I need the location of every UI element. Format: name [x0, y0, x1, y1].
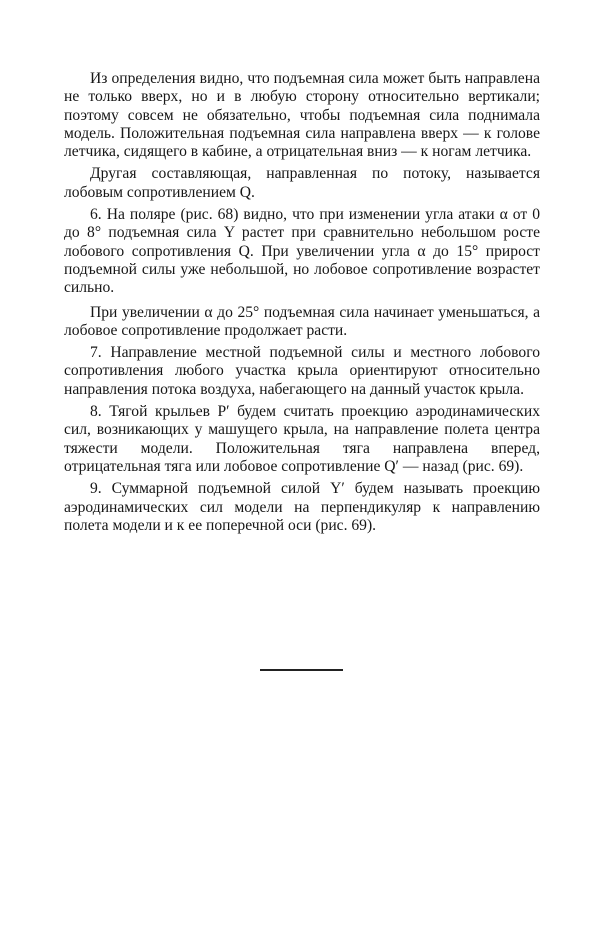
paragraph-item-9: 9. Суммарной подъемной силой Y′ будем называть проекцию аэродинамических сил модели на перпендикуляр к направлению полета модели и к ее поперечной оси (рис. 69). — [64, 480, 540, 534]
paragraph-item-8: 8. Тягой крыльев P′ будем считать проекцию аэродинамических сил, возникающих у машущего крыла, на направление полета центра тяжести модели. Положительная тяга направлена вперед, отрицательная тяга или лобовое сопротивление Q′ — назад (рис. 69). — [64, 403, 540, 475]
page-body — [64, 70, 540, 535]
paragraph-angle-25: При увеличении α до 25° подъемная сила начинает уменьшаться, а лобовое сопротивление продолжает расти. — [64, 303, 540, 339]
paragraph-drag-definition: Другая составляющая, направленная по потоку, называется лобовым сопротивлением Q. — [64, 165, 540, 201]
section-end-rule — [260, 669, 343, 671]
paragraph-item-6: 6. На поляре (рис. 68) видно, что при изменении угла атаки α от 0 до 8° подъемная сила Y растет при сравнительно небольшом росте лобового сопротивления Q. При увеличении угла α до 15° прирост подъемной силы уже небольшой, но лобовое сопротивление возрастет сильно. — [64, 206, 540, 297]
paragraph-item-7: 7. Направление местной подъемной силы и местного лобового сопротивления любого участка крыла ориентируют относительно направления потока воздуха, набегающего на данный участок крыла. — [64, 344, 540, 398]
paragraph-lift-definition: Из определения видно, что подъемная сила может быть направлена не только вверх, но и в любую сторону относительно вертикали; поэтому совсем не обязательно, чтобы подъемная сила поднимала модель. Положительная подъемная сила направлена вверх — к голове летчика, сидящего в кабине, а отрицательная вниз — к ногам летчика. — [64, 70, 540, 161]
